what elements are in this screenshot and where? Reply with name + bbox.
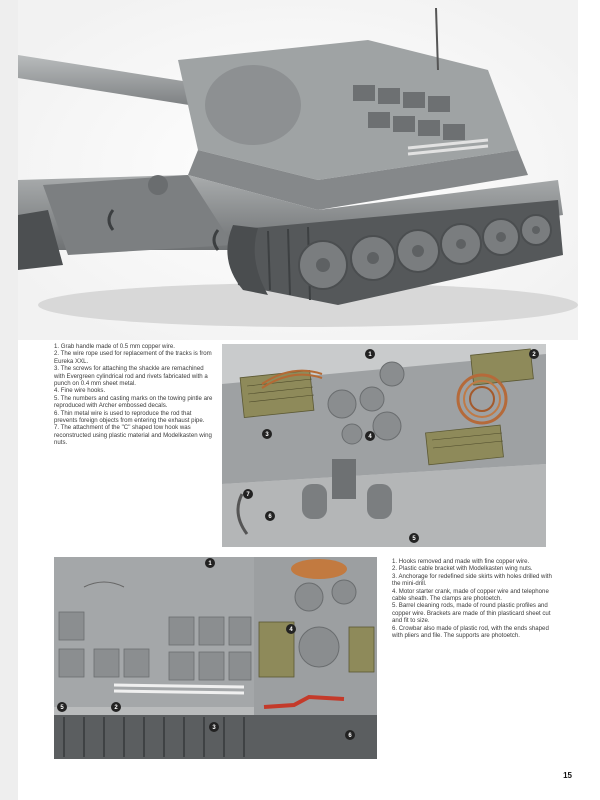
caption-item: 6. Thin metal wire is used to reproduce the rod that prevents foreign objects from entering the exhaust pipe. xyxy=(54,409,205,425)
callout-label: 7 xyxy=(246,492,250,498)
caption-item: 4. Motor starter crank, made of copper wire and telephone cable sheath. The clamps are photoetch. xyxy=(392,587,549,603)
deck-detail-photo xyxy=(54,557,377,759)
caption-item: 2. The wire rope used for replacement of the tracks is from Eureka XXL. xyxy=(54,350,212,365)
callout-label: 2 xyxy=(114,705,118,711)
callout-label: 6 xyxy=(348,733,352,739)
callout-label: 5 xyxy=(412,536,416,542)
caption-block-deck xyxy=(392,558,552,639)
caption-item: 1. Hooks removed and made with fine copper wire. xyxy=(392,558,530,565)
callout-label: 3 xyxy=(265,432,269,438)
tank-main-photo xyxy=(18,0,578,340)
caption-item: 3. The screws for attaching the shackle are remachined with Evergreen cylindrical rod and rivets fabricated with a punch on 0.4 mm sheet metal. xyxy=(54,365,208,388)
callout-label: 6 xyxy=(268,514,272,520)
callout-label: 4 xyxy=(289,627,293,633)
callout-label: 1 xyxy=(368,352,372,358)
caption-block-rear xyxy=(54,343,214,447)
callout-label: 4 xyxy=(368,434,372,440)
caption-item: 1. Grab handle made of 0.5 mm copper wire. xyxy=(54,343,175,350)
caption-item: 5. The numbers and casting marks on the towing pintle are reproduced with Archer embossed decals. xyxy=(54,394,213,410)
page-number: 15 xyxy=(563,771,572,780)
caption-item: 4. Fine wire hooks. xyxy=(54,387,106,395)
callout-label: 5 xyxy=(60,705,64,711)
caption-item: 7. The attachment of the "C" shaped tow hook was reconstructed using plastic material and Modelkasten wing nuts. xyxy=(54,424,212,447)
rear-detail-photo xyxy=(222,344,546,547)
caption-item: 2. Plastic cable bracket with Modelkasten wing nuts. xyxy=(392,565,533,573)
caption-item: 3. Anchorage for redefined side skirts with holes drilled with the mini-drill. xyxy=(392,572,552,588)
caption-item: 6. Crowbar also made of plastic rod, with the ends shaped with pliers and file. The supports are photoetch. xyxy=(392,624,549,640)
callout-label: 2 xyxy=(532,352,536,358)
caption-item: 5. Barrel cleaning rods, made of round plastic profiles and copper wire. Brackets are made of thin plasticard sheet cut and fit to size. xyxy=(392,602,551,625)
callout-label: 1 xyxy=(208,561,212,567)
callout-label: 3 xyxy=(212,725,216,731)
